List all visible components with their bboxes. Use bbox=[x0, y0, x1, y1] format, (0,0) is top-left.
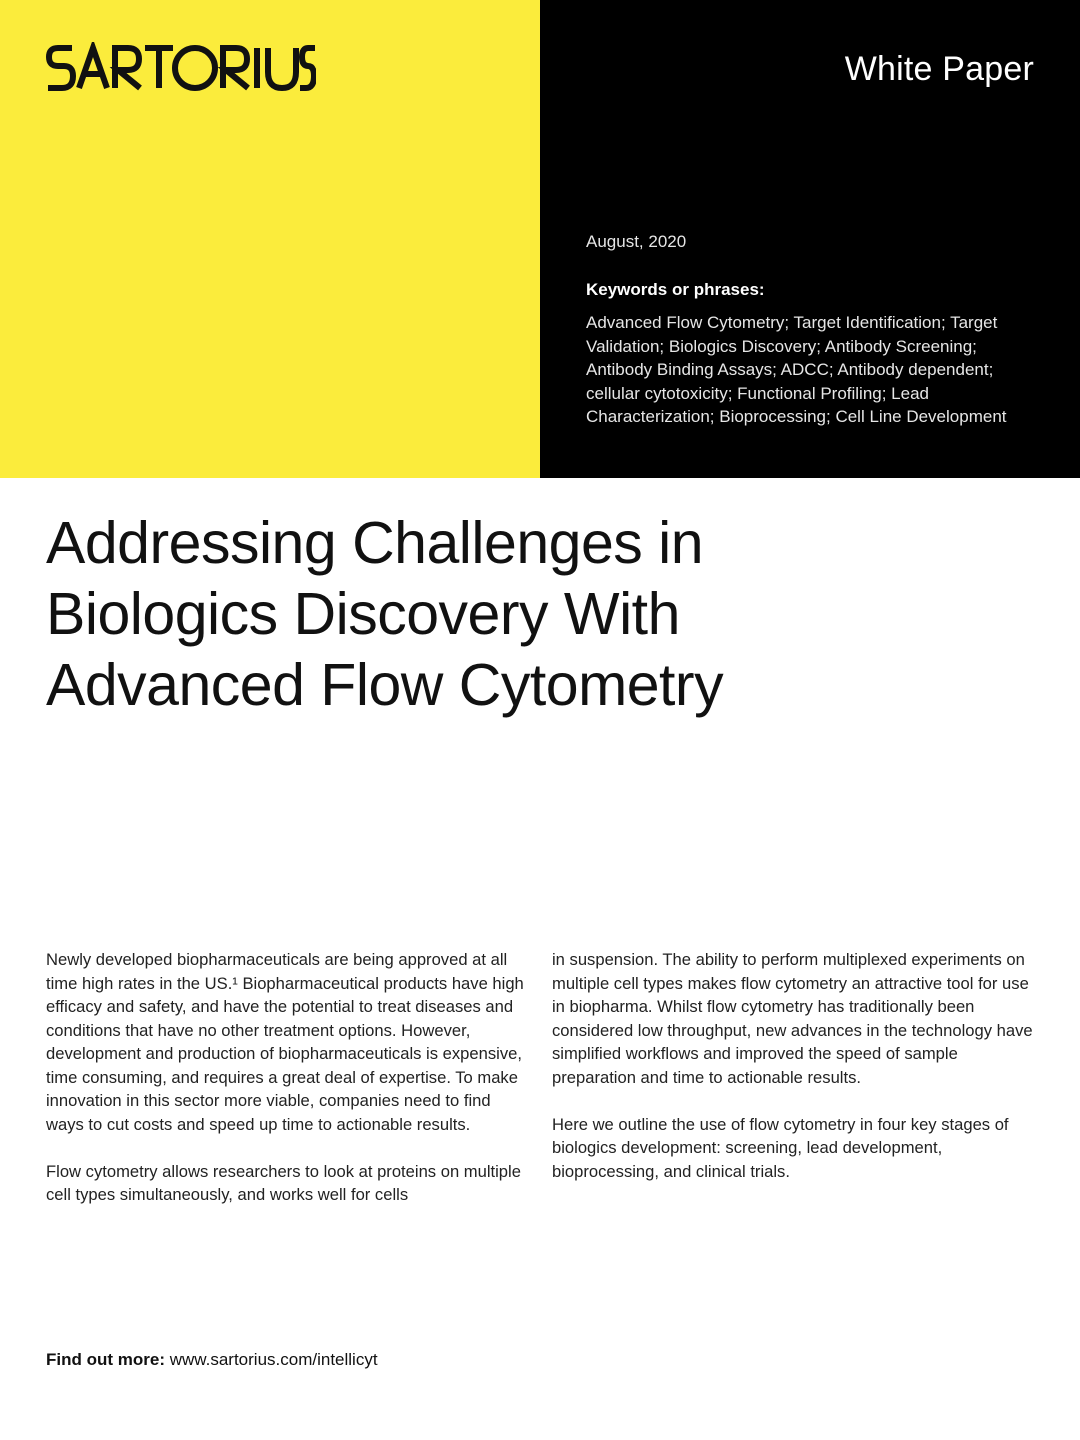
footer-url-link[interactable]: www.sartorius.com/intellicyt bbox=[169, 1350, 378, 1369]
title-line-2: Biologics Discovery With bbox=[46, 581, 680, 647]
title-line-3: Advanced Flow Cytometry bbox=[46, 652, 724, 718]
title-line-1: Addressing Challenges in bbox=[46, 510, 704, 576]
body-column-left bbox=[46, 948, 528, 1230]
header-black-panel bbox=[540, 0, 1080, 478]
body-column-right bbox=[552, 948, 1034, 1207]
body-paragraph: in suspension. The ability to perform multiplexed experiments on multiple cell types makes flow cytometry an attractive tool for use in biopharma. Whilst flow cytometry has traditionally been considered low throughput, new advances in the technology have simplified workflows and improved the speed of sample preparation and time to actionable results. bbox=[552, 950, 1033, 1087]
footer-label: Find out more: bbox=[46, 1350, 165, 1369]
document-title bbox=[46, 508, 946, 721]
keywords-label: Keywords or phrases: bbox=[586, 279, 765, 299]
publication-date: August, 2020 bbox=[586, 232, 687, 251]
sartorius-logo bbox=[46, 42, 316, 94]
metadata-block bbox=[586, 230, 1036, 429]
footer bbox=[46, 1350, 378, 1370]
document-type-label: White Paper bbox=[844, 50, 1034, 88]
keywords-text: Advanced Flow Cytometry; Target Identification; Target Validation; Biologics Discovery; Antibody Screening; Antibody Binding Assays; ADCC; Antibody dependent; cellular cytotoxicity; Functional Profiling; Lead Characterization; Bioprocessing; Cell Line Development bbox=[586, 313, 1007, 426]
body-paragraph: Newly developed biopharmaceuticals are being approved at all time high rates in the US.¹ Biopharmaceutical products have high efficacy and safety, and have the potential to treat diseases and conditions that have no other treatment options. However, development and production of biopharmaceuticals is expensive, time consuming, and requires a great deal of expertise. To make innovation in this sector more viable, companies need to find ways to cut costs and speed up time to actionable results. bbox=[46, 950, 524, 1134]
body-paragraph: Here we outline the use of flow cytometry in four key stages of biologics development: screening, lead development, bioprocessing, and clinical trials. bbox=[552, 1114, 1009, 1181]
header-yellow-panel bbox=[0, 0, 540, 478]
body-paragraph: Flow cytometry allows researchers to look at proteins on multiple cell types simultaneously, and works well for cells bbox=[46, 1161, 521, 1204]
